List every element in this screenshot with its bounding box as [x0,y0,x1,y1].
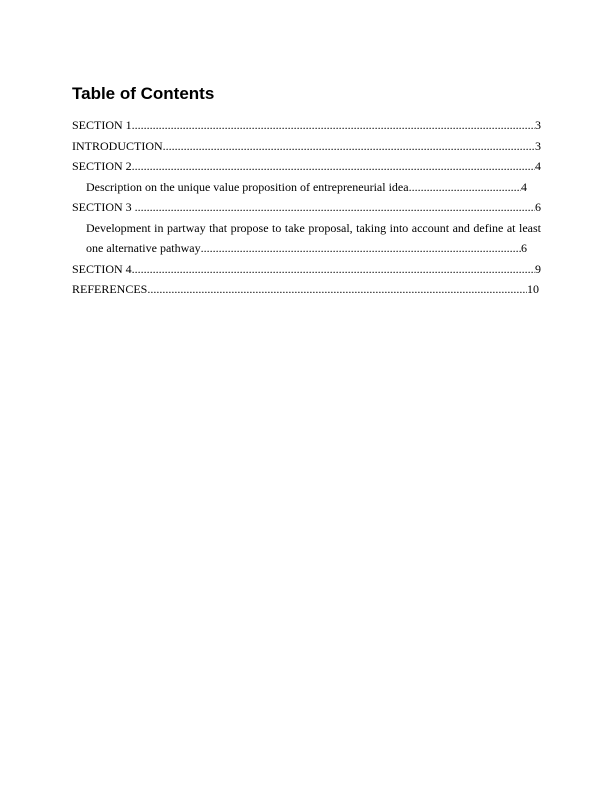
toc-entry-page: 3 [535,138,541,153]
toc-entry-section-3[interactable] [72,197,541,218]
toc-leader-dots [135,197,535,218]
toc-entry-page: 9 [535,261,541,276]
toc-entry-page: 10 [527,282,539,296]
toc-entry-label: SECTION 3 [72,200,135,214]
toc-entry-label: SECTION 4 [72,261,132,276]
toc-entry-introduction[interactable] [72,136,541,157]
toc-leader-dots [132,259,535,280]
toc-leader-dots [132,156,535,177]
toc-leader-dots [132,115,535,136]
toc-entry-page: 4 [535,159,541,173]
toc-entry-page: 6 [521,241,527,255]
toc-entry-development-pathway[interactable] [72,218,541,259]
toc-entry-label: SECTION 2 [72,159,132,173]
toc-leader-dots [147,279,527,300]
toc-entry-section-1[interactable] [72,115,541,136]
toc-entry-label-line1: Development in partway that propose to take proposal, taking into account and define at least [86,220,541,235]
toc-entry-section-4[interactable] [72,259,541,280]
toc-entry-page: 4 [521,179,527,194]
toc-entry-page: 3 [535,118,541,132]
toc-entry-label: INTRODUCTION [72,138,163,153]
toc-entry-label-line2: one alternative pathway [86,241,201,255]
table-of-contents [72,115,541,300]
toc-entry-label: REFERENCES [72,282,148,296]
toc-entry-section-2[interactable] [72,156,541,177]
toc-entry-label: SECTION 1 [72,118,132,132]
toc-entry-line2 [86,238,527,259]
toc-leader-dots [201,238,521,259]
toc-entry-page: 6 [535,200,541,214]
toc-entry-label: Description on the unique value proposition of entrepreneurial idea [86,179,409,194]
toc-entry-value-proposition[interactable] [72,177,541,198]
toc-leader-dots [409,177,521,198]
toc-leader-dots [163,136,535,157]
toc-title: Table of Contents [72,84,215,103]
toc-entry-references[interactable] [72,279,541,300]
